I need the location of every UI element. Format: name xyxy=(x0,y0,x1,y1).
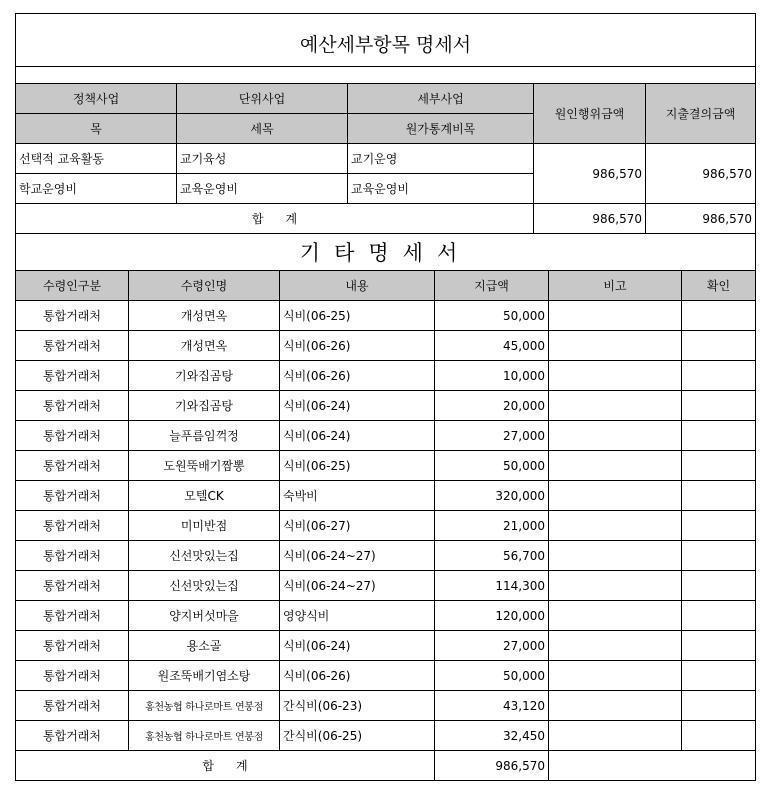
recipient-name-cell: 모텔CK xyxy=(129,481,280,511)
remarks-cell xyxy=(549,601,682,631)
expense-amount-value: 986,570 xyxy=(646,144,756,204)
table-row xyxy=(16,481,756,511)
cause-amount-value: 986,570 xyxy=(534,144,646,204)
table-row xyxy=(16,301,756,331)
header-semok: 세목 xyxy=(177,114,348,144)
recipient-type-cell: 통합거래처 xyxy=(16,361,129,391)
remarks-cell xyxy=(549,631,682,661)
amount-cell: 50,000 xyxy=(435,301,549,331)
recipient-name-cell: 원조뚝배기염소탕 xyxy=(129,661,280,691)
header-expense-amount: 지출결의금액 xyxy=(646,84,756,144)
table-row xyxy=(16,691,756,721)
header-mok: 목 xyxy=(16,114,177,144)
amount-cell: 27,000 xyxy=(435,631,549,661)
confirm-cell xyxy=(682,301,756,331)
confirm-cell xyxy=(682,631,756,661)
amount-cell: 10,000 xyxy=(435,361,549,391)
remarks-cell xyxy=(549,691,682,721)
table-row xyxy=(16,421,756,451)
table-row xyxy=(16,331,756,361)
recipient-type-cell: 통합거래처 xyxy=(16,391,129,421)
budget-total-cause: 986,570 xyxy=(534,204,646,234)
budget-cell: 교기육성 xyxy=(177,144,348,174)
table-row xyxy=(16,601,756,631)
table-row xyxy=(16,361,756,391)
budget-cell: 교육운영비 xyxy=(348,174,534,204)
total-label-a: 합 xyxy=(251,212,264,226)
budget-title: 예산세부항목 명세서 xyxy=(16,14,756,67)
budget-cell: 선택적 교육활동 xyxy=(16,144,177,174)
total-label-b: 계 xyxy=(285,212,298,226)
remarks-cell xyxy=(549,301,682,331)
header-content: 내용 xyxy=(280,271,435,301)
table-row xyxy=(16,631,756,661)
content-cell: 식비(06-25) xyxy=(280,301,435,331)
recipient-type-cell: 통합거래처 xyxy=(16,451,129,481)
table-row xyxy=(16,721,756,751)
amount-cell: 56,700 xyxy=(435,541,549,571)
confirm-cell xyxy=(682,481,756,511)
recipient-type-cell: 통합거래처 xyxy=(16,691,129,721)
amount-cell: 120,000 xyxy=(435,601,549,631)
header-cost-stat: 원가통계비목 xyxy=(348,114,534,144)
amount-cell: 43,120 xyxy=(435,691,549,721)
confirm-cell xyxy=(682,451,756,481)
recipient-name-cell: 홍천농협 하나로마트 연봉점 xyxy=(129,691,280,721)
remarks-cell xyxy=(549,361,682,391)
content-cell: 식비(06-24~27) xyxy=(280,541,435,571)
confirm-cell xyxy=(682,391,756,421)
spacer-row xyxy=(16,67,756,84)
budget-table xyxy=(15,13,756,234)
recipient-name-cell: 기와집곰탕 xyxy=(129,361,280,391)
remarks-cell xyxy=(549,571,682,601)
other-total-empty xyxy=(549,751,756,781)
amount-cell: 32,450 xyxy=(435,721,549,751)
budget-cell: 교육운영비 xyxy=(177,174,348,204)
recipient-name-cell: 개성면옥 xyxy=(129,331,280,361)
recipient-type-cell: 통합거래처 xyxy=(16,301,129,331)
recipient-name-cell: 개성면옥 xyxy=(129,301,280,331)
budget-total-label xyxy=(16,204,534,234)
remarks-cell xyxy=(549,661,682,691)
remarks-cell xyxy=(549,451,682,481)
remarks-cell xyxy=(549,541,682,571)
confirm-cell xyxy=(682,511,756,541)
table-row xyxy=(16,541,756,571)
other-rows xyxy=(16,301,756,751)
content-cell: 식비(06-24) xyxy=(280,631,435,661)
header-detail: 세부사업 xyxy=(348,84,534,114)
content-cell: 숙박비 xyxy=(280,481,435,511)
document-sheet xyxy=(15,13,755,781)
amount-cell: 45,000 xyxy=(435,331,549,361)
recipient-type-cell: 통합거래처 xyxy=(16,721,129,751)
recipient-name-cell: 도원뚝배기짬뽕 xyxy=(129,451,280,481)
recipient-type-cell: 통합거래처 xyxy=(16,631,129,661)
remarks-cell xyxy=(549,721,682,751)
recipient-type-cell: 통합거래처 xyxy=(16,331,129,361)
amount-cell: 20,000 xyxy=(435,391,549,421)
header-unit: 단위사업 xyxy=(177,84,348,114)
other-total-amount: 986,570 xyxy=(435,751,549,781)
header-confirm: 확인 xyxy=(682,271,756,301)
total-label-a: 합 xyxy=(202,759,214,773)
other-total-label xyxy=(16,751,435,781)
confirm-cell xyxy=(682,601,756,631)
content-cell: 식비(06-26) xyxy=(280,361,435,391)
content-cell: 식비(06-26) xyxy=(280,661,435,691)
content-cell: 식비(06-24) xyxy=(280,391,435,421)
table-row xyxy=(16,451,756,481)
content-cell: 식비(06-24) xyxy=(280,421,435,451)
recipient-type-cell: 통합거래처 xyxy=(16,601,129,631)
amount-cell: 27,000 xyxy=(435,421,549,451)
header-recipient-name: 수령인명 xyxy=(129,271,280,301)
remarks-cell xyxy=(549,421,682,451)
remarks-cell xyxy=(549,481,682,511)
content-cell: 간식비(06-23) xyxy=(280,691,435,721)
remarks-cell xyxy=(549,511,682,541)
recipient-name-cell: 미미반점 xyxy=(129,511,280,541)
confirm-cell xyxy=(682,421,756,451)
recipient-name-cell: 용소골 xyxy=(129,631,280,661)
table-row xyxy=(16,571,756,601)
other-table xyxy=(15,233,756,781)
header-remarks: 비고 xyxy=(549,271,682,301)
amount-cell: 21,000 xyxy=(435,511,549,541)
confirm-cell xyxy=(682,541,756,571)
budget-cell: 교기운영 xyxy=(348,144,534,174)
recipient-type-cell: 통합거래처 xyxy=(16,661,129,691)
amount-cell: 114,300 xyxy=(435,571,549,601)
recipient-type-cell: 통합거래처 xyxy=(16,541,129,571)
confirm-cell xyxy=(682,361,756,391)
recipient-name-cell: 양지버섯마을 xyxy=(129,601,280,631)
table-row xyxy=(16,391,756,421)
content-cell: 식비(06-24~27) xyxy=(280,571,435,601)
confirm-cell xyxy=(682,721,756,751)
recipient-name-cell: 기와집곰탕 xyxy=(129,391,280,421)
content-cell: 식비(06-27) xyxy=(280,511,435,541)
budget-total-expense: 986,570 xyxy=(646,204,756,234)
other-title: 기타명세서 xyxy=(16,234,756,271)
amount-cell: 50,000 xyxy=(435,451,549,481)
header-policy: 정책사업 xyxy=(16,84,177,114)
recipient-type-cell: 통합거래처 xyxy=(16,481,129,511)
confirm-cell xyxy=(682,331,756,361)
recipient-type-cell: 통합거래처 xyxy=(16,421,129,451)
content-cell: 식비(06-26) xyxy=(280,331,435,361)
table-row xyxy=(16,661,756,691)
recipient-name-cell: 신선맛있는집 xyxy=(129,571,280,601)
confirm-cell xyxy=(682,691,756,721)
header-amount: 지급액 xyxy=(435,271,549,301)
table-row xyxy=(16,511,756,541)
recipient-name-cell: 늘푸름임꺽정 xyxy=(129,421,280,451)
confirm-cell xyxy=(682,571,756,601)
header-recipient-type: 수령인구분 xyxy=(16,271,129,301)
amount-cell: 320,000 xyxy=(435,481,549,511)
recipient-type-cell: 통합거래처 xyxy=(16,511,129,541)
recipient-name-cell: 신선맛있는집 xyxy=(129,541,280,571)
recipient-type-cell: 통합거래처 xyxy=(16,571,129,601)
total-label-b: 계 xyxy=(236,759,248,773)
amount-cell: 50,000 xyxy=(435,661,549,691)
remarks-cell xyxy=(549,391,682,421)
budget-cell: 학교운영비 xyxy=(16,174,177,204)
content-cell: 식비(06-25) xyxy=(280,451,435,481)
content-cell: 영양식비 xyxy=(280,601,435,631)
confirm-cell xyxy=(682,661,756,691)
remarks-cell xyxy=(549,331,682,361)
recipient-name-cell: 홍천농협 하나로마트 연봉점 xyxy=(129,721,280,751)
header-cause-amount: 원인행위금액 xyxy=(534,84,646,144)
content-cell: 간식비(06-25) xyxy=(280,721,435,751)
